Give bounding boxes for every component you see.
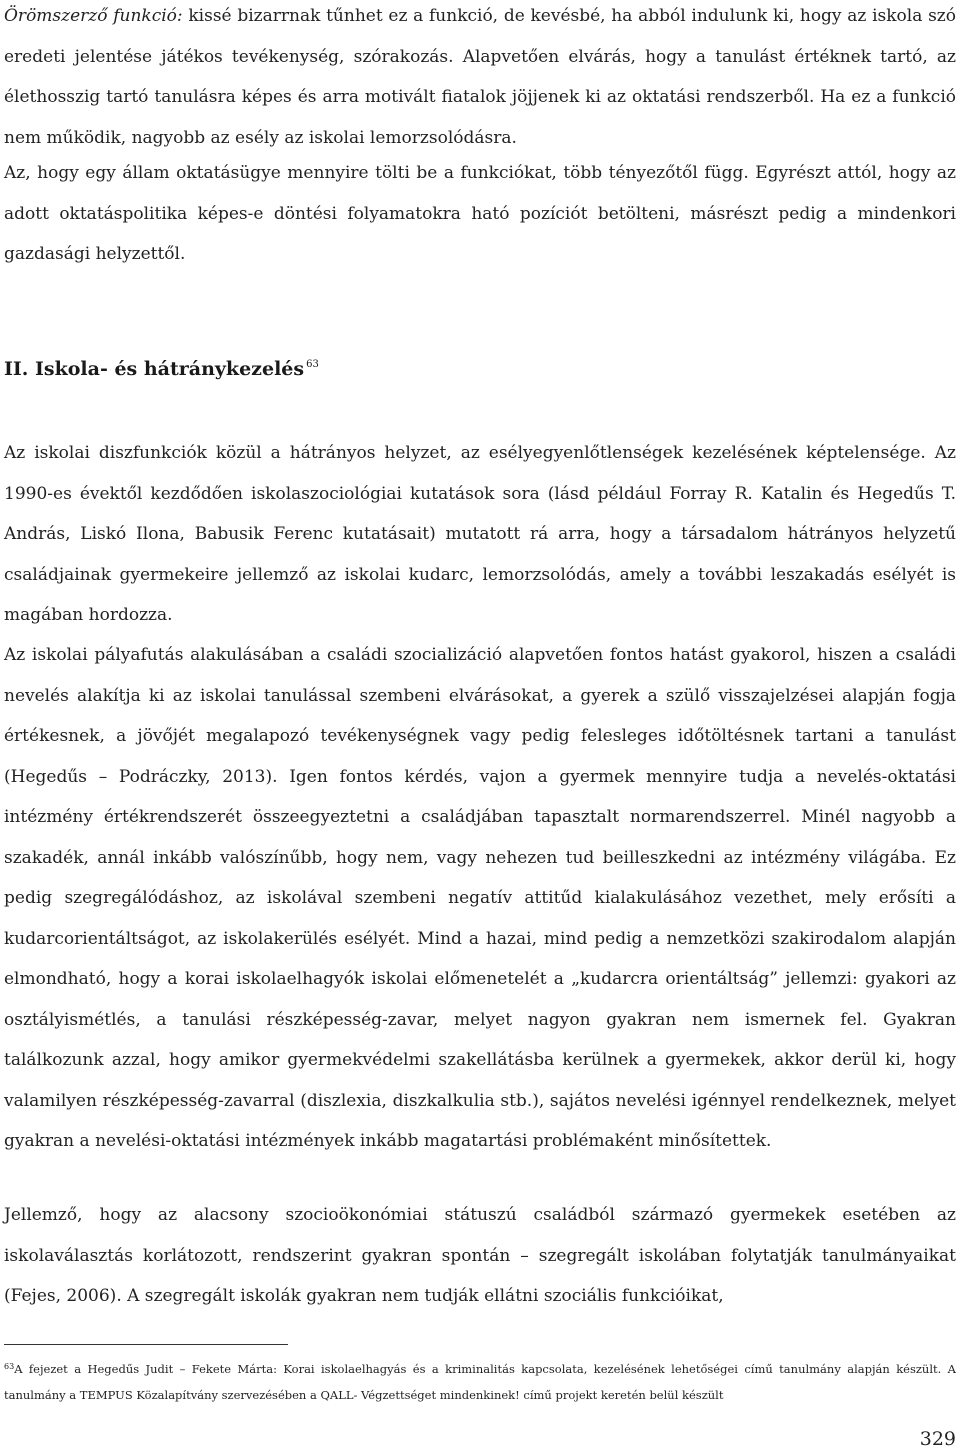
paragraph-iskolavalasztas: Jellemző, hogy az alacsony szocioökonómiai státuszú családból származó gyermekek esetében az iskolaválasztás korlátozott, rendszerint gyakran spontán – szegregált iskolában folytatják tanulmányaikat (Fejes, 2006). A szegregált iskolák gyakran nem tudják ellátni szociális funkcióikat, [4,1205,956,1306]
paragraph-csaladi-szocializacio: Az iskolai pályafutás alakulásában a családi szocializáció alapvetően fontos hatást gyakorol, hiszen a családi nevelés alakítja ki az iskolai tanulással szembeni elvárásokat, a gyerek a szülő visszajelzései alapján fogja értékesnek, a jövőjét megalapozó tevékenységnek vagy pedig felesleges időtöltésnek tartani a tanulást (Hegedűs – Podráczky, 2013). Igen fontos kérdés, vajon a gyermek mennyire tudja a nevelés-oktatási intézmény értékrendszerét összeegyeztetni a családjában tapasztalt normarendszerrel. Minél nagyobb a szakadék, annál inkább valószínűbb, hogy nem, vagy nehezen tud beilleszkedni az intézmény világába. Ez pedig szegregálódáshoz, az iskolával szembeni negatív attitűd kialakulásához vezethet, mely erősíti a kudarcorientáltságot, az iskolakerülés esélyét. Mind a hazai, mind pedig a nemzetközi szakirodalom alapján elmondható, hogy a korai iskolaelhagyók iskolai előmenetelét a „kudarcra orientáltság” jellemzi: gyakori az osztályismétlés, a tanulási részképesség-zavar, melyet nagyon gyakran nem ismernek fel. Gyakran találkozunk azzal, hogy amikor gyermekvédelmi szakellátásba kerülnek a gyermekek, akkor derül ki, hogy valamilyen részképesség-zavarral (diszlexia, diszkalkulia stb.), sajátos nevelési igénnyel rendelkeznek, melyet gyakran a nevelési-oktatási intézmények inkább magatartási problémaként minősítettek. [4,645,956,1151]
footnote-text: A fejezet a Hegedűs Judit – Fekete Márta: Korai iskolaelhagyás és a kriminalitás kapcsolata, kezelésének lehetőségei című tanulmány alapján készült. A tanulmány a TEMPUS Közalapítvány szervezésében a QALL- Végzettséget mindenkinek! című projekt keretén belül készült [4,1362,956,1402]
paragraph-oktatasugy: Az, hogy egy állam oktatásügye mennyire tölti be a funkciókat, több tényezőtől függ. Egyrészt attól, hogy az adott oktatáspolitika képes-e döntési folyamatokra ható pozíciót betölteni, másrészt pedig a mindenkori gazdasági helyzettől. [4,163,956,264]
paragraph-orom-funkcio [4,0,956,158]
footnote-number: 63 [4,1362,15,1371]
footnote [4,1354,956,1408]
footnote-reference[interactable]: 63 [306,359,319,370]
paragraph-diszfunkciok: Az iskolai diszfunkciók közül a hátrányos helyzet, az esélyegyenlőtlenségek kezelésének képtelensége. Az 1990-es évektől kezdődően iskolaszociológiai kutatások sora (lásd például Forray R. Katalin és Hegedűs T. András, Liskó Ilona, Babusik Ferenc kutatásait) mutatott rá arra, hogy a társadalom hátrányos helyzetű családjainak gyermekeire jellemző az iskolai kudarc, lemorzsolódás, amely a további leszakadás esélyét is magában hordozza. [4,443,956,625]
paragraph-body: kissé bizarrnak tűnhet ez a funkció, de kevésbé, ha abból indulunk ki, hogy az iskola szó eredeti jelentése játékos tevékenység, szórakozás. Alapvetően elvárás, hogy a tanulást értéknek tartó, az élethosszig tartó tanulásra képes és arra motivált fiatalok jöjjenek ki az oktatási rendszerből. Ha ez a funkció nem működik, nagyobb az esély az iskolai lemorzsolódásra. [4,6,956,148]
paragraph-lead-italic: Örömszerző funkció: [4,6,183,26]
footnote-divider [4,1344,288,1345]
section-heading [4,358,319,380]
section-heading-text: II. Iskola- és hátránykezelés [4,358,305,380]
page-number: 329 [919,1428,956,1450]
